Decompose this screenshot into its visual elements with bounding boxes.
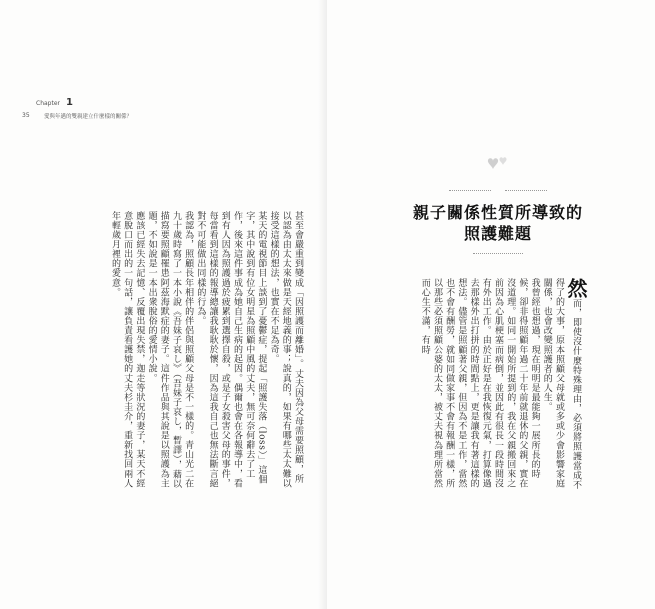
section-title: 親子關係性質所導致的 — [412, 203, 583, 222]
paragraph-text: 而，即使沒什麼特殊理由，必須將照護當成不得了的大事，原本照顧父母就或多或少會影響家庭關係，也會改變照護者的人生。 — [541, 278, 581, 490]
section-title: 照護難題 — [463, 224, 532, 243]
page-number: 35 — [22, 112, 30, 119]
paragraph: 某天的電視節目上談到了憂鬱症，提起「照護失落（loss）」這個字，其中說到有位女明星為照顧中風的丈夫，無可奈何辭去了工作，後來這件事成為她自己生病的起因。偶爾也會在各報導中，看到有人因為照護過於疲累到選擇自殺，或是子女殺害父母的事件，每當看到這樣的報導總讓我耿耿於懷，因為這我自己也無法斷言絕對不可能做出同樣的行為。 — [195, 211, 267, 488]
running-header-title: 愛與年邁的雙親建立什麼樣的關係？ — [44, 114, 133, 120]
paragraph: 應該已經失去記憶、反覆出現失禁，迦走等狀況的妻子，某天不經意脫口而出的一句話，讓負責看護她的丈夫杉圭介，重新找回兩人年輕歲月裡的愛意。 — [109, 211, 145, 488]
chapter-label: Chapter — [36, 100, 60, 107]
paragraph: 我曾經也想過，現在明明是最能夠一展所長的時候，卻非得照顧年過二十年前就退休的父親，實在沒道理。如同一開始所提到的，我在父親搬回來之前因為心肌梗塞而病倒，並因此有很長一段時間沒有外出工作。由於正好是在我恢復元氣，打算像過去那樣外出打拼的時間點上，更是讓我有著這樣的想法。儘管是照顧著父親，但因為不是工作，當然也不會有酬勞，就如同做家事不會有報酬一樣，所以那些必須照顧公婆的太太，被丈夫視為理所當然而心生不滿，有時 — [419, 278, 540, 489]
left-body-text — [36, 211, 304, 491]
hearts-icon — [483, 155, 513, 175]
dotted-divider — [505, 190, 547, 191]
left-page — [0, 0, 327, 609]
right-body-text — [365, 278, 587, 493]
paragraph — [541, 278, 587, 493]
drop-cap: 然 — [564, 278, 588, 299]
dotted-divider — [449, 190, 491, 191]
dotted-divider — [473, 253, 523, 254]
chapter-number: 1 — [66, 97, 73, 108]
paragraph: 我認為，照顧長年相伴的伴侶與照顧父母是不一樣的。青山光二在九十歲時寫了一本小說《吾妹子哀し》（吾妹子哀し，暫譯），藉以描寫要照顧罹患阿茲海默症的妻子。這件作品與其說是以照護為主題，不如說是一本出衆脫俗的愛情小說。 — [146, 211, 194, 489]
paragraph: 甚至會嚴重到變成「因照護而離婚」。丈夫因為父母需要照顧，所以認為由太太來做是天經地義的事；說真的，如果有哪些太太難以接受這樣的想法，也實在不足為奇。 — [268, 211, 303, 488]
